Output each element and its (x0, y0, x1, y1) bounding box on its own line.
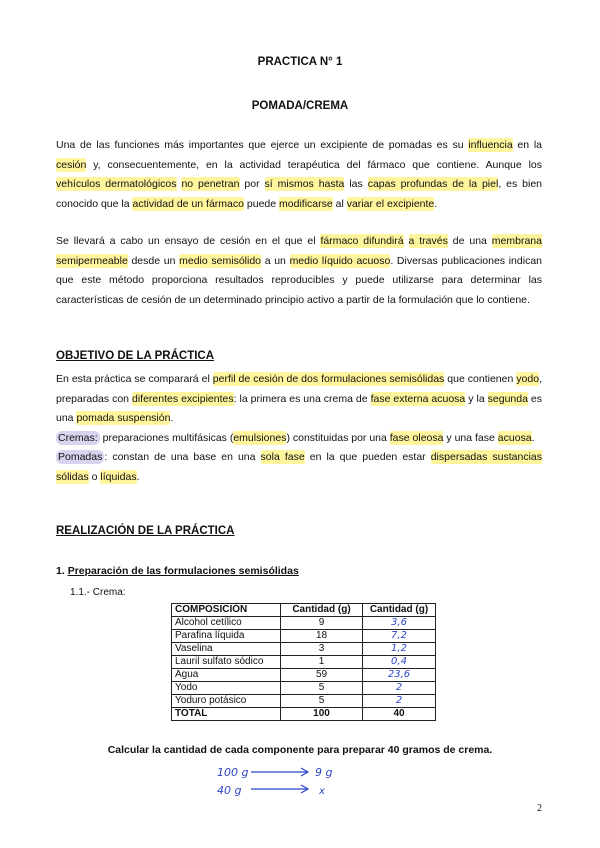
quantity-100g: 3 (281, 643, 363, 656)
text-run: es una (56, 392, 543, 424)
text-run: desde un (127, 254, 180, 267)
component-name: Lauril sulfato sódico (172, 656, 281, 669)
hw-40g: 40 g (217, 784, 242, 797)
text-run: Una de las funciones más importantes que ejerce un excipiente de pomadas es su (56, 139, 469, 151)
highlighted-text: medio líquido acuoso (289, 254, 391, 267)
text-run: ) constituidas por una (286, 431, 390, 444)
highlighted-text: capas profundas de la piel (367, 178, 499, 190)
hw-100g: 100 g (217, 766, 249, 779)
table-body (172, 617, 436, 721)
table-row (172, 682, 436, 695)
highlighted-text: modificarse (279, 197, 333, 210)
text-run: preparaciones multifásicas ( (99, 431, 234, 444)
hw-9g: 9 g (315, 766, 333, 779)
quantity-100g: 5 (281, 695, 363, 708)
text-run: o (88, 470, 101, 483)
objetivo-heading: OBJETIVO DE LA PRÁCTICA (56, 350, 215, 362)
highlighted-term: Pomadas (58, 451, 103, 463)
crema-label: 1.1.- Crema: (70, 587, 126, 598)
text-run: . Diversas publicaciones indican que este método proporciona resultados reproducibles y puede utilizarse para determinar las características de cesión de un determinado principio activo a partir de la formulación que lo contiene. (56, 254, 542, 306)
component-name: Yodo (172, 682, 281, 695)
table-row (172, 695, 436, 708)
quantity-40g-handwritten: 1,2 (363, 643, 436, 656)
text-run: que contienen (444, 373, 517, 385)
text-run: en la que pueden estar (304, 451, 431, 463)
handwritten-calculation (215, 762, 355, 804)
text-run: puede (243, 197, 280, 210)
highlighted-text: sola fase (260, 451, 305, 463)
step-number: 1. (56, 565, 65, 577)
highlighted-text: fase oleosa (389, 431, 444, 444)
highlighted-text: membrana semipermeable (56, 235, 542, 267)
quantity-40g-handwritten: 3,6 (363, 617, 436, 630)
highlighted-text: emulsiones (233, 431, 287, 444)
text-run: de una (447, 235, 492, 247)
table-row (172, 617, 436, 630)
doc-title: PRACTICA N° 1 (257, 56, 343, 68)
calc-instruction: Calcular la cantidad de cada componente para preparar 40 gramos de crema. (107, 744, 493, 756)
text-run: y la (465, 392, 488, 405)
total-label: TOTAL (172, 708, 281, 721)
component-name: Yoduro potásico (172, 695, 281, 708)
quantity-100g: 18 (281, 630, 363, 643)
highlighted-text: dispersadas sustancias sólidas (56, 451, 542, 483)
highlighted-text: variar el excipiente (346, 197, 435, 210)
quantity-40g-handwritten: 7,2 (363, 630, 436, 643)
text-run: al (332, 197, 347, 210)
text-run (404, 235, 409, 247)
text-run: . (434, 197, 438, 210)
step-title-text: Preparación de las formulaciones semisólidas (67, 565, 299, 577)
highlighted-text: vehículos dermatológicos (56, 178, 177, 190)
text-run: : la primera es una crema de (233, 392, 371, 405)
component-name: Vaselina (172, 643, 281, 656)
text-run: En esta práctica se comparará el (56, 373, 213, 385)
highlighted-text: medio semisólido (179, 254, 262, 267)
highlighted-text: sí mismos hasta (264, 178, 345, 190)
text-run: , es bien conocido que la (56, 178, 543, 210)
highlighted-text: actividad de un fármaco (132, 197, 244, 210)
component-name: Alcohol cetílico (172, 617, 281, 630)
highlighted-text: a través (408, 235, 448, 247)
doc-subtitle: POMADA/CREMA (251, 100, 349, 112)
table-header-row (172, 604, 436, 617)
text-run: las (344, 178, 368, 190)
component-name: Agua (172, 669, 281, 682)
header-cantidad-100: Cantidad (g) (281, 604, 363, 617)
text-run: a un (261, 254, 290, 267)
table-row (172, 643, 436, 656)
text-run: : constan de una base en una (104, 451, 261, 463)
highlighted-text: diferentes excipientes (132, 392, 234, 405)
highlighted-text: yodo (516, 373, 540, 385)
highlighted-text: influencia (468, 139, 513, 151)
text-run: , preparadas con (56, 373, 542, 405)
table-row (172, 669, 436, 682)
text-run: en la (512, 139, 542, 151)
text-run: y, consecuentemente, en la actividad terapéutica del fármaco que contiene. Aunque los (86, 158, 542, 171)
quantity-40g-handwritten: 2 (363, 695, 436, 708)
text-run: . (170, 412, 174, 424)
intro-paragraph-2 (56, 232, 542, 310)
text-run: . (531, 431, 535, 444)
total-40: 40 (363, 708, 436, 721)
header-composicion: COMPOSICIÓN (172, 604, 281, 617)
highlighted-text: no penetran (181, 178, 240, 190)
quantity-100g: 1 (281, 656, 363, 669)
intro-paragraph-1 (56, 136, 542, 214)
objetivo-paragraph (56, 370, 542, 487)
table-total-row (172, 708, 436, 721)
highlighted-text: perfil de cesión de dos formulaciones semisólidas (212, 373, 445, 385)
highlighted-text: fase externa acuosa (370, 392, 466, 405)
component-name: Parafina líquida (172, 630, 281, 643)
quantity-100g: 5 (281, 682, 363, 695)
text-run: y una fase (443, 431, 498, 444)
header-cantidad-40: Cantidad (g) (363, 604, 436, 617)
table-row (172, 630, 436, 643)
table-row (172, 656, 436, 669)
highlighted-text: líquidas (100, 470, 137, 483)
hw-x: x (319, 786, 325, 797)
composition-table (171, 603, 436, 721)
highlighted-text: segunda (487, 392, 528, 405)
step-1-title (56, 565, 299, 577)
highlighted-text: fármaco difundirá (320, 235, 404, 247)
quantity-40g-handwritten: 2 (363, 682, 436, 695)
text-run: Se llevará a cabo un ensayo de cesión en el que el (56, 235, 321, 247)
highlighted-text: acuosa (497, 431, 532, 444)
highlighted-text: pomada suspensión (76, 412, 171, 424)
text-run: . (136, 470, 140, 483)
highlighted-text: cesión (56, 158, 87, 171)
quantity-100g: 59 (281, 669, 363, 682)
text-run: por (239, 178, 265, 190)
page-number: 2 (537, 803, 542, 814)
total-100: 100 (281, 708, 363, 721)
highlighted-term: Cremas: (58, 431, 98, 444)
realizacion-heading: REALIZACIÓN DE LA PRÁCTICA (56, 525, 235, 537)
quantity-100g: 9 (281, 617, 363, 630)
quantity-40g-handwritten: 0,4 (363, 656, 436, 669)
quantity-40g-handwritten: 23,6 (363, 669, 436, 682)
